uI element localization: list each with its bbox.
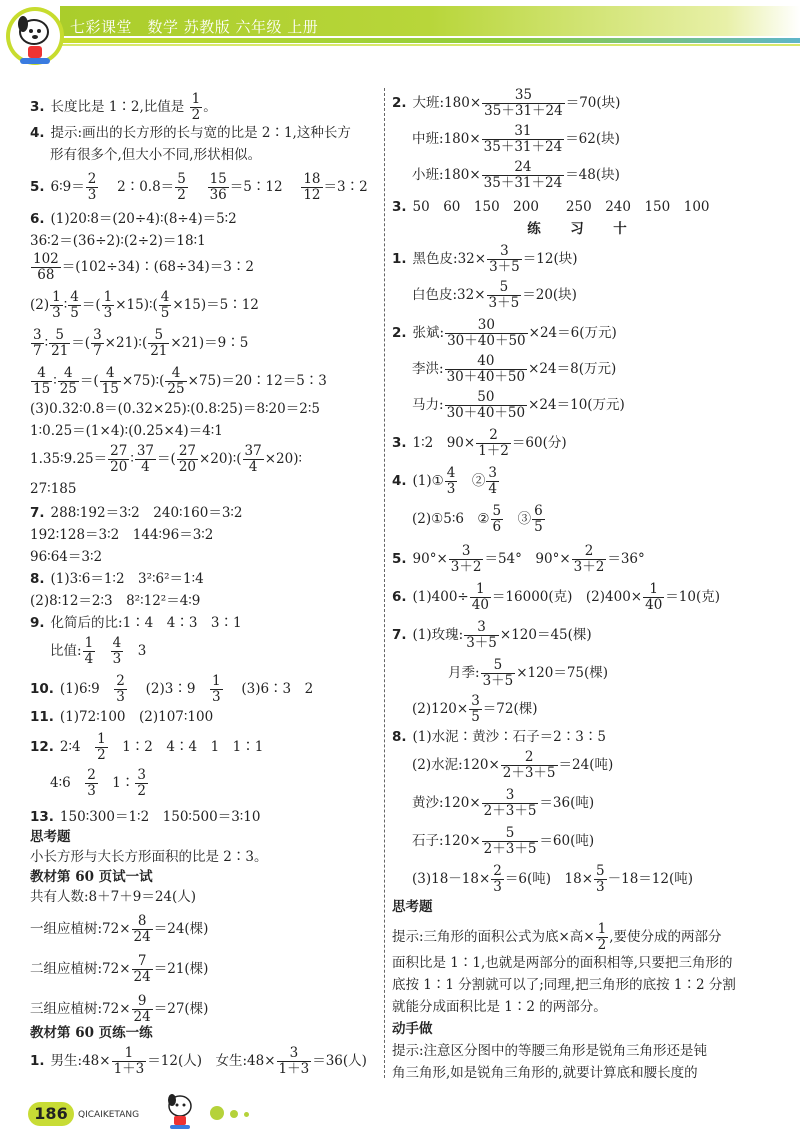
answer-6-line6: $\frac{4}{15}$ ∶ $\frac{4}{25}$ ＝( $\frac{4}{15}$ ×75)∶( $\frac{4}{25}$ ×75)＝20∶12＝5∶3 xyxy=(33,365,327,397)
header-stripe xyxy=(60,38,800,43)
fraction-denominator: 2＋3＋5 xyxy=(483,803,537,819)
fraction xyxy=(482,160,565,191)
fraction-denominator: 3 xyxy=(87,783,96,799)
fraction-numerator: 3 xyxy=(277,1046,312,1062)
fraction-numerator: 1 xyxy=(52,289,61,305)
fraction-numerator: 3 xyxy=(487,244,522,260)
ex10-2: 2. 张斌: $\frac{30}{30+40+50}$ ×24＝6(万元) xyxy=(392,317,617,349)
fraction-numerator: 9 xyxy=(132,994,153,1010)
answer-6-line10: 27∶185 xyxy=(30,481,77,497)
fraction-numerator: 37 xyxy=(136,443,155,459)
fraction-denominator: 15 xyxy=(33,381,51,397)
fraction-denominator: 21 xyxy=(150,343,168,359)
fraction xyxy=(95,732,108,763)
fraction-denominator: 30＋40＋50 xyxy=(447,333,526,349)
ex10-8-line4: 石子:120× $\frac{5}{2+3+5}$ ＝60(吨) xyxy=(412,825,595,857)
fraction xyxy=(31,252,61,283)
ex10-8: 8. (1)水泥∶黄沙∶石子＝2∶3∶5 xyxy=(392,729,606,745)
fraction-denominator: 24 xyxy=(133,969,151,985)
answer-6-line2: 36∶2＝(36÷2)∶(2÷2)＝18∶1 xyxy=(30,233,206,249)
ex10-2-line3: 马力: $\frac{50}{30+40+50}$ ×24＝10(万元) xyxy=(412,389,625,421)
thinking-line2: 面积比是 1∶1,也就是两部分的面积相等,只要把三角形的 xyxy=(392,955,733,971)
footer-dot-large xyxy=(210,1106,224,1120)
fraction-denominator: 3＋5 xyxy=(488,295,520,311)
fraction-numerator: 1 xyxy=(97,731,106,747)
fraction-denominator: 1＋3 xyxy=(278,1061,310,1077)
fraction-numerator: 1 xyxy=(211,673,221,689)
fraction xyxy=(49,328,70,359)
fraction-numerator: 4 xyxy=(58,366,79,382)
fraction-denominator: 4 xyxy=(141,459,150,475)
fraction-numerator: 1 xyxy=(597,921,607,937)
fraction-numerator: 3 xyxy=(137,767,146,783)
fraction-denominator: 35＋31＋24 xyxy=(483,175,563,191)
page-header xyxy=(0,0,800,78)
fraction xyxy=(83,636,96,667)
thinking-line3: 底按 1∶1 分割就可以了;同理,把三角形的底按 1∶2 分割 xyxy=(392,977,736,993)
hands-on-line2: 角三角形,如是锐角三角形的,就要计算底和腰长度的 xyxy=(392,1065,698,1081)
section-textbook-p60-try: 教材第 60 页试一试 xyxy=(30,869,153,885)
fraction xyxy=(85,768,98,799)
fraction xyxy=(177,444,198,475)
ex10-7-line2: 月季: $\frac{5}{3+5}$ ×120＝75(棵) xyxy=(448,657,609,689)
dog-mascot-icon xyxy=(4,2,66,76)
thinking-line4: 就能分成面积比是 1∶2 的两部分。 xyxy=(392,999,607,1015)
fraction-numerator: 3 xyxy=(33,327,42,343)
answer-6-line7: (3)0.32∶0.8＝(0.32×25)∶(0.8∶25)＝8∶20＝2∶5 xyxy=(30,401,320,417)
page-number: 186 xyxy=(28,1102,74,1126)
fraction xyxy=(135,444,156,475)
section-exercise-10: 练 习 十 xyxy=(527,221,635,237)
fraction-numerator: 5 xyxy=(482,826,539,842)
fraction-denominator: 2＋3＋5 xyxy=(483,841,537,857)
practice-1: 1. 男生:48× $\frac{1}{1+3}$ ＝12(人) 女生:48× $\frac{3}{1+3}$ ＝36(人) xyxy=(30,1045,367,1077)
fraction-denominator: 3 xyxy=(211,689,221,705)
answer-9-line2: 比值: $\frac{1}{4}$ $\frac{4}{3}$ 3 xyxy=(50,635,147,667)
fraction xyxy=(445,318,528,349)
fraction-numerator: 7 xyxy=(132,954,153,970)
fraction-denominator: 2 xyxy=(597,937,607,953)
fraction-numerator: 4 xyxy=(160,289,170,305)
fraction xyxy=(643,582,664,613)
fraction xyxy=(482,124,565,155)
fraction-denominator: 30＋40＋50 xyxy=(446,369,526,385)
fraction xyxy=(481,658,516,689)
fraction-denominator: 20 xyxy=(178,459,196,475)
fraction xyxy=(132,954,153,985)
fraction-numerator: 3 xyxy=(471,693,480,709)
fraction-denominator: 3 xyxy=(446,481,456,497)
answer-2-big: 2. 大班:180× $\frac{35}{35+31+24}$ ＝70(块) xyxy=(392,87,621,119)
fraction-denominator: 2＋3＋5 xyxy=(502,765,556,781)
fraction-numerator: 102 xyxy=(33,251,59,267)
fraction-numerator: 4 xyxy=(446,465,456,481)
fraction xyxy=(165,366,186,397)
fraction-numerator: 5 xyxy=(492,503,502,519)
answer-7-line2: 192∶128＝3∶2 144∶96＝3∶2 xyxy=(30,527,214,543)
fraction xyxy=(445,354,528,385)
fraction xyxy=(482,788,539,819)
fraction-numerator: 3 xyxy=(464,620,499,636)
fraction-numerator: 3 xyxy=(482,788,539,804)
fraction-denominator: 24 xyxy=(133,929,151,945)
fraction xyxy=(112,1046,147,1077)
fraction xyxy=(108,444,129,475)
fraction-denominator: 2 xyxy=(97,747,106,763)
section-thinking-right: 思考题 xyxy=(392,899,433,915)
fraction xyxy=(31,328,44,359)
fraction-denominator: 2 xyxy=(191,107,201,123)
fraction-denominator: 3 xyxy=(493,879,502,895)
fraction-numerator: 2 xyxy=(87,767,96,783)
answer-3: 3. 50 60 150 200 250 240 150 100 xyxy=(392,199,710,215)
fraction-numerator: 31 xyxy=(482,124,565,140)
fraction-denominator: 30＋40＋50 xyxy=(446,405,526,421)
answer-12: 12. 2∶4 $\frac{1}{2}$ 1∶2 4∶4 1 1∶1 xyxy=(30,731,264,763)
fraction xyxy=(469,694,482,725)
ex10-4-line2: (2)①5∶6 ② $\frac{5}{6}$ ③ $\frac{6}{5}$ xyxy=(412,503,543,535)
fraction-denominator: 68 xyxy=(37,267,55,283)
fraction-numerator: 5 xyxy=(148,328,169,344)
fraction xyxy=(243,444,264,475)
fraction xyxy=(91,328,104,359)
answer-6-line5: $\frac{3}{7}$ ∶ $\frac{5}{21}$ ＝( $\frac{3}{7}$ ×21)∶( $\frac{5}{21}$ ×21)＝9∶5 xyxy=(33,327,249,359)
fraction-numerator: 5 xyxy=(487,280,522,296)
fraction-denominator: 24 xyxy=(133,1009,151,1025)
answer-4: 4. 提示:画出的长方形的长与宽的比是 2∶1,这种长方 xyxy=(30,125,351,141)
try-line2: 一组应植树:72× $\frac{8}{24}$ ＝24(棵) xyxy=(30,913,209,945)
fraction-numerator: 1 xyxy=(84,635,94,651)
fraction-denominator: 36 xyxy=(209,187,227,203)
fraction-numerator: 5 xyxy=(49,328,70,344)
fraction-numerator: 50 xyxy=(445,390,528,406)
fraction-denominator: 12 xyxy=(303,187,321,203)
fraction xyxy=(445,466,458,497)
ex10-2-line2: 李洪: $\frac{40}{30+40+50}$ ×24＝8(万元) xyxy=(412,353,617,385)
fraction-denominator: 35＋31＋24 xyxy=(484,103,563,119)
section-textbook-p60-practice: 教材第 60 页练一练 xyxy=(30,1025,153,1041)
header-title: 七彩课堂 数学 苏教版 六年级 上册 xyxy=(70,18,319,36)
try-line3: 二组应植树:72× $\frac{7}{24}$ ＝21(棵) xyxy=(30,953,209,985)
answer-2-mid: 中班:180× $\frac{31}{35+31+24}$ ＝62(块) xyxy=(412,123,620,155)
fraction-numerator: 5 xyxy=(177,171,186,187)
fraction xyxy=(58,366,79,397)
hands-on-line1: 提示:注意区分图中的等腰三角形是锐角三角形还是钝 xyxy=(392,1043,708,1059)
ex10-6: 6. (1)400÷ $\frac{1}{40}$ ＝16000(克) (2)400× $\frac{1}{40}$ ＝10(克) xyxy=(392,581,721,613)
fraction-numerator: 1 xyxy=(470,582,491,598)
section-hands-on: 动手做 xyxy=(392,1021,433,1037)
fraction xyxy=(100,366,121,397)
fraction xyxy=(482,88,565,119)
answer-6-line9: 1.35∶9.25＝ $\frac{27}{20}$ ∶ $\frac{37}{4}$ ＝( $\frac{27}{20}$ ×20)∶( $\frac{37}{4}$ ×20)∶ xyxy=(30,443,303,475)
header-stripe-thin xyxy=(60,44,800,46)
fraction xyxy=(449,544,484,575)
fraction-denominator: 3＋5 xyxy=(466,635,497,651)
fraction xyxy=(491,864,504,895)
fraction xyxy=(532,504,545,535)
answer-8: 8. (1)3∶6＝1∶2 3²∶6²＝1∶4 xyxy=(30,571,204,587)
fraction xyxy=(487,280,522,311)
ex10-1-line2: 白色皮:32× $\frac{5}{3+5}$ ＝20(块) xyxy=(412,279,577,311)
answer-6-line3: $\frac{102}{68}$ ＝(102÷34)∶(68÷34)＝3∶2 xyxy=(33,251,254,283)
fraction-numerator: 2 xyxy=(476,428,511,444)
fraction-denominator: 21 xyxy=(51,343,69,359)
fraction-numerator: 3 xyxy=(449,544,484,560)
answer-13: 13. 150∶300＝1∶2 150∶500＝3∶10 xyxy=(30,809,261,825)
ex10-8-line5: (3)18－18× $\frac{2}{3}$ ＝6(吨) 18× $\frac{5}{3}$ －18＝12(吨) xyxy=(412,863,693,895)
fraction-denominator: 1＋3 xyxy=(113,1061,145,1077)
footer-brand: QICAIKETANG xyxy=(78,1110,140,1120)
fraction xyxy=(482,826,539,857)
fraction-numerator: 27 xyxy=(178,443,196,459)
fraction-numerator: 4 xyxy=(112,635,122,651)
ex10-7-line3: (2)120× $\frac{3}{5}$ ＝72(棵) xyxy=(412,693,538,725)
fraction xyxy=(487,244,522,275)
fraction-denominator: 5 xyxy=(534,519,543,535)
fraction-numerator: 1 xyxy=(643,582,664,598)
fraction xyxy=(132,994,153,1025)
answer-3: 3. 长度比是 1∶2,比值是 $\frac{1}{2}$ 。 xyxy=(30,91,217,123)
fraction xyxy=(175,172,188,203)
fraction-numerator: 35 xyxy=(482,88,565,104)
answer-11: 11. (1)72∶100 (2)107∶100 xyxy=(30,709,214,725)
try-line4: 三组应植树:72× $\frac{9}{24}$ ＝27(棵) xyxy=(30,993,209,1025)
page-footer xyxy=(0,1088,800,1135)
answer-2-small: 小班:180× $\frac{24}{35+31+24}$ ＝48(块) xyxy=(412,159,620,191)
answer-10: 10. (1)6∶9 $\frac{2}{3}$ (2)3∶9 $\frac{1}{3}$ (3)6∶3 2 xyxy=(30,673,314,705)
fraction-denominator: 40 xyxy=(645,597,663,613)
fraction-denominator: 20 xyxy=(110,459,128,475)
fraction-denominator: 3＋2 xyxy=(573,559,605,575)
fraction-denominator: 5 xyxy=(70,305,79,321)
fraction-denominator: 4 xyxy=(248,459,258,475)
fraction-numerator: 2 xyxy=(116,673,125,689)
fraction xyxy=(277,1046,312,1077)
answer-4-line2: 形有很多个,但大小不同,形状相似。 xyxy=(50,147,262,163)
fraction-numerator: 4 xyxy=(165,366,186,382)
fraction-denominator: 1＋2 xyxy=(478,443,509,459)
fraction-numerator: 40 xyxy=(445,354,528,370)
footer-dot-small xyxy=(244,1112,249,1117)
fraction-numerator: 4 xyxy=(31,366,52,382)
fraction xyxy=(159,290,172,321)
fraction-numerator: 1 xyxy=(112,1046,147,1062)
fraction xyxy=(102,290,115,321)
fraction-denominator: 5 xyxy=(471,709,480,725)
answer-7-line3: 96∶64＝3∶2 xyxy=(30,549,103,565)
fraction-denominator: 4 xyxy=(84,651,94,667)
fraction xyxy=(132,914,153,945)
fraction-denominator: 40 xyxy=(471,597,489,613)
fraction-numerator: 2 xyxy=(87,171,97,187)
fraction-denominator: 3＋5 xyxy=(482,673,514,689)
answer-8-line2: (2)8∶12＝2∶3 8²∶12²＝4∶9 xyxy=(30,593,201,609)
dog-mascot-small-icon xyxy=(160,1090,200,1132)
fraction-denominator: 15 xyxy=(101,381,119,397)
fraction xyxy=(31,366,52,397)
fraction-denominator: 3 xyxy=(103,305,113,321)
footer-dot-medium xyxy=(230,1110,238,1118)
fraction-denominator: 2 xyxy=(177,187,186,203)
fraction-denominator: 6 xyxy=(492,519,502,535)
answer-6: 6. (1)20∶8＝(20÷4)∶(8÷4)＝5∶2 xyxy=(30,211,237,227)
fraction xyxy=(301,172,322,203)
fraction-numerator: 24 xyxy=(482,160,565,176)
fraction xyxy=(86,172,99,203)
fraction-numerator: 1 xyxy=(191,91,201,107)
fraction-denominator: 3＋2 xyxy=(450,559,482,575)
fraction-numerator: 3 xyxy=(93,327,102,343)
ex10-4: 4. (1)① $\frac{4}{3}$ ② $\frac{3}{4}$ xyxy=(392,465,497,497)
fraction xyxy=(50,290,63,321)
ex10-8-line3: 黄沙:120× $\frac{3}{2+3+5}$ ＝36(吨) xyxy=(412,787,595,819)
fraction-denominator: 3＋5 xyxy=(489,259,520,275)
fraction-denominator: 7 xyxy=(33,343,42,359)
fraction-numerator: 3 xyxy=(488,465,497,481)
fraction xyxy=(486,466,499,497)
fraction-numerator: 15 xyxy=(209,171,227,187)
fraction xyxy=(476,428,511,459)
ex10-5: 5. 90°× $\frac{3}{3+2}$ ＝54° 90°× $\frac{2}{3+2}$ ＝36° xyxy=(392,543,645,575)
ex10-1: 1. 黑色皮:32× $\frac{3}{3+5}$ ＝12(块) xyxy=(392,243,578,275)
fraction-numerator: 2 xyxy=(493,863,502,879)
fraction-denominator: 5 xyxy=(160,305,170,321)
answer-7: 7. 288∶192＝3∶2 240∶160＝3∶2 xyxy=(30,505,243,521)
fraction xyxy=(111,636,124,667)
answer-9: 9. 化简后的比:1∶4 4∶3 3∶1 xyxy=(30,615,242,631)
fraction xyxy=(491,504,504,535)
answer-12-line2: 4∶6 $\frac{2}{3}$ 1∶ $\frac{3}{2}$ xyxy=(50,767,146,799)
answer-6-line4: (2) $\frac{1}{3}$ ∶ $\frac{4}{5}$ ＝( $\frac{1}{3}$ ×15)∶( $\frac{4}{5}$ ×15)＝5∶12 xyxy=(30,289,259,321)
fraction xyxy=(68,290,81,321)
fraction xyxy=(208,172,229,203)
fraction-numerator: 37 xyxy=(244,443,262,459)
fraction xyxy=(445,390,528,421)
fraction-denominator: 7 xyxy=(93,343,102,359)
fraction-numerator: 4 xyxy=(100,366,121,382)
fraction-numerator: 6 xyxy=(534,503,543,519)
ex10-8-line2: (2)水泥:120× $\frac{2}{2+3+5}$ ＝24(吨) xyxy=(412,749,614,781)
fraction xyxy=(464,620,499,651)
fraction xyxy=(148,328,169,359)
fraction-numerator: 8 xyxy=(132,914,153,930)
fraction xyxy=(501,750,558,781)
fraction-denominator: 3 xyxy=(87,187,97,203)
fraction xyxy=(594,864,607,895)
fraction-numerator: 27 xyxy=(110,443,128,459)
column-divider xyxy=(384,88,385,1078)
fraction xyxy=(470,582,491,613)
fraction-denominator: 2 xyxy=(137,783,146,799)
fraction xyxy=(190,92,203,123)
fraction-numerator: 2 xyxy=(501,750,558,766)
fraction xyxy=(596,922,609,953)
fraction-denominator: 3 xyxy=(596,879,605,895)
fraction xyxy=(572,544,607,575)
fraction xyxy=(135,768,148,799)
thinking-answer: 小长方形与大长方形面积的比是 2∶3。 xyxy=(30,849,268,865)
fraction-numerator: 5 xyxy=(596,863,605,879)
section-thinking: 思考题 xyxy=(30,829,71,845)
fraction-denominator: 3 xyxy=(112,651,122,667)
fraction xyxy=(210,674,223,705)
ex10-3: 3. 1∶2 90× $\frac{2}{1+2}$ ＝60(分) xyxy=(392,427,567,459)
answer-6-line8: 1∶0.25＝(1×4)∶(0.25×4)＝4∶1 xyxy=(30,423,223,439)
fraction-denominator: 35＋31＋24 xyxy=(483,139,563,155)
fraction xyxy=(114,674,127,705)
fraction-numerator: 5 xyxy=(481,658,516,674)
fraction-denominator: 3 xyxy=(116,689,125,705)
fraction-denominator: 3 xyxy=(52,305,61,321)
fraction-numerator: 4 xyxy=(70,289,79,305)
fraction-denominator: 25 xyxy=(59,381,77,397)
fraction-numerator: 2 xyxy=(572,544,607,560)
fraction-numerator: 30 xyxy=(445,318,528,334)
fraction-denominator: 4 xyxy=(488,481,497,497)
try-line1: 共有人数:8＋7＋9＝24(人) xyxy=(30,889,197,905)
fraction-denominator: 25 xyxy=(167,381,185,397)
answer-5: 5. 6∶9＝ $\frac{2}{3}$ 2∶0.8＝ $\frac{5}{2}$ $\frac{15}{36}$ ＝5∶12 $\frac{18}{12}$ ＝3∶2 xyxy=(30,171,368,203)
fraction-numerator: 1 xyxy=(103,289,113,305)
fraction-numerator: 18 xyxy=(303,171,321,187)
thinking-line1: 提示:三角形的面积公式为底×高× $\frac{1}{2}$ ,要使分成的两部分 xyxy=(392,921,722,953)
ex10-7: 7. (1)玫瑰: $\frac{3}{3+5}$ ×120＝45(棵) xyxy=(392,619,592,651)
